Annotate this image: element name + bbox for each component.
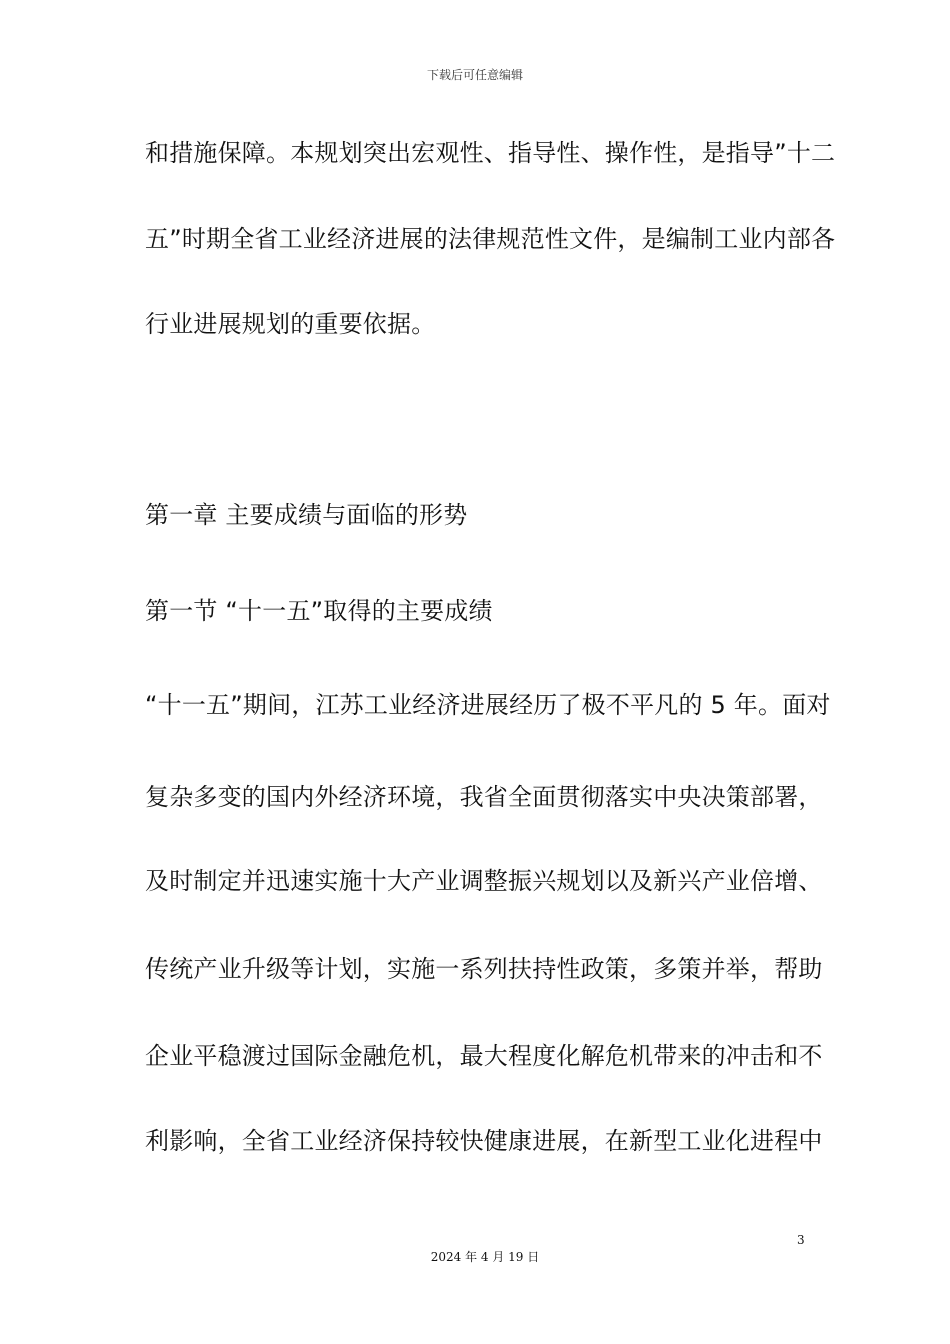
paragraph-2-line-2: 复杂多变的国内外经济环境，我省全面贯彻落实中央决策部署， (145, 783, 823, 811)
paragraph-1-line-2: 五”时期全省工业经济进展的法律规范性文件，是编制工业内部各 (145, 225, 836, 253)
paragraph-2-line-1: “十一五”期间，江苏工业经济进展经历了极不平凡的 5 年。面对 (145, 691, 831, 719)
paragraph-1-line-3: 行业进展规划的重要依据。 (145, 310, 436, 338)
paragraph-2-line-3: 及时制定并迅速实施十大产业调整振兴规划以及新兴产业倍增、 (145, 867, 823, 895)
paragraph-2-line-5: 企业平稳渡过国际金融危机，最大程度化解危机带来的冲击和不 (145, 1042, 823, 1070)
section-heading: 第一节 “十一五”取得的主要成绩 (145, 597, 493, 625)
footer-date: 2024 年 4 月 19 日 (430, 1250, 540, 1264)
chapter-heading: 第一章 主要成绩与面临的形势 (145, 501, 468, 529)
page-header: 下载后可任意编辑 (426, 68, 523, 82)
paragraph-2-line-4: 传统产业升级等计划，实施一系列扶持性政策，多策并举，帮助 (145, 955, 823, 983)
paragraph-1-line-1: 和措施保障。本规划突出宏观性、指导性、操作性，是指导”十二 (145, 139, 836, 167)
page-number: 3 (797, 1233, 805, 1247)
paragraph-2-line-6: 利影响，全省工业经济保持较快健康进展，在新型工业化进程中 (145, 1127, 823, 1155)
